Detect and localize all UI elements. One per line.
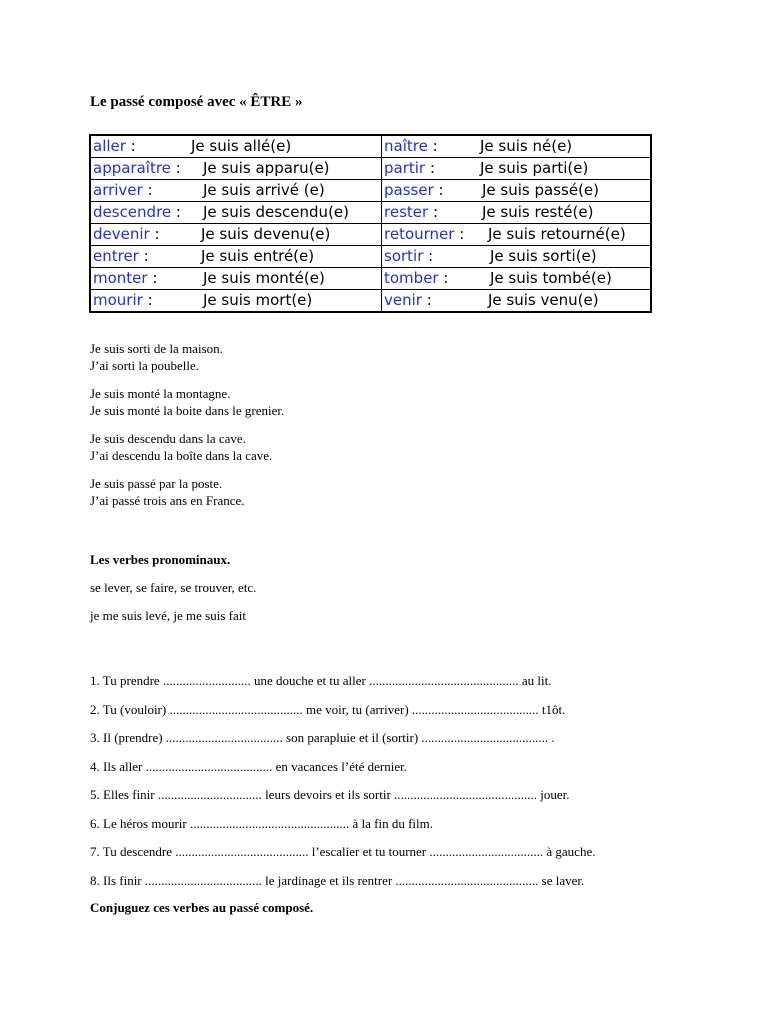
verb-cell <box>90 290 382 313</box>
verb-conjugation: Je suis resté(e) <box>482 203 594 221</box>
verb-cell <box>382 158 652 180</box>
verb-infinitive: partir <box>384 159 426 177</box>
verb-cell <box>382 224 652 246</box>
verb-cell <box>382 246 652 268</box>
verb-conjugation: Je suis arrivé (e) <box>203 181 325 199</box>
verb-conjugation: Je suis apparu(e) <box>203 159 330 177</box>
verb-conjugation: Je suis descendu(e) <box>203 203 350 221</box>
verb-colon: : <box>454 225 465 243</box>
verb-conjugation: Je suis passé(e) <box>482 181 599 199</box>
example-line: Je suis sorti de la maison. <box>90 341 223 356</box>
page-title: Le passé composé avec « ÊTRE » <box>90 94 303 110</box>
verb-cell <box>90 224 382 246</box>
example-pair <box>90 385 284 419</box>
verb-row <box>90 268 651 290</box>
exercise-item: 5. Elles finir ................................ leurs devoirs et ils sortir ............................................ jouer. <box>90 787 570 802</box>
verb-cell <box>90 158 382 180</box>
verb-infinitive: sortir <box>384 247 424 265</box>
verb-conjugation: Je suis sorti(e) <box>490 247 597 265</box>
verb-cell <box>382 268 652 290</box>
verb-table <box>89 134 652 313</box>
verb-infinitive: aller <box>93 137 126 155</box>
exercise-item: 8. Ils finir .................................... le jardinage et ils rentrer ............................................ se laver. <box>90 872 585 888</box>
verb-colon: : <box>421 291 432 309</box>
verb-colon: : <box>125 137 136 155</box>
verb-infinitive: venir <box>384 291 422 309</box>
verb-cell <box>90 268 382 290</box>
verb-row <box>90 246 651 268</box>
verb-colon: : <box>147 269 158 287</box>
verb-colon: : <box>425 159 435 177</box>
verb-conjugation: Je suis né(e) <box>480 137 573 155</box>
example-line: J’ai sorti la poubelle. <box>90 358 200 373</box>
verb-conjugation: Je suis tombé(e) <box>490 269 612 287</box>
verb-colon: : <box>171 203 181 221</box>
verb-cell <box>90 202 382 224</box>
example-pair <box>90 430 284 464</box>
example-line: J’ai descendu la boîte dans la cave. <box>90 448 273 463</box>
verb-infinitive: retourner <box>384 225 455 243</box>
verb-colon: : <box>433 181 444 199</box>
verb-conjugation: Je suis devenu(e) <box>201 225 331 243</box>
verb-conjugation: Je suis monté(e) <box>203 269 325 287</box>
verb-cell <box>382 290 652 313</box>
verb-conjugation: Je suis parti(e) <box>480 159 589 177</box>
example-pair <box>90 475 284 509</box>
verb-infinitive: monter <box>93 269 148 287</box>
verb-infinitive: naître <box>384 137 428 155</box>
verb-row <box>90 135 651 158</box>
exercise-item: 3. Il (prendre) .................................... son parapluie et il (sortir) ....................................... . <box>90 730 555 745</box>
example-pair <box>90 340 284 374</box>
verb-row <box>90 158 651 180</box>
verb-cell <box>382 202 652 224</box>
example-line: Je suis monté la boite dans le grenier. <box>90 403 285 418</box>
exercise-item: 6. Le héros mourir ................................................. à la fin du film. <box>90 815 434 831</box>
verb-conjugation: Je suis mort(e) <box>203 291 313 309</box>
verb-infinitive: tomber <box>384 269 439 287</box>
verb-infinitive: entrer <box>93 247 139 265</box>
verb-infinitive: apparaître <box>93 159 171 177</box>
pronominal-conjugated: je me suis levé, je me suis fait <box>90 608 246 623</box>
verb-colon: : <box>138 247 149 265</box>
exercise-item: 4. Ils aller ....................................... en vacances l’été dernier. <box>90 758 407 774</box>
verb-colon: : <box>142 291 153 309</box>
exercise-list <box>90 672 595 900</box>
verb-colon: : <box>438 269 449 287</box>
pronominal-examples: se lever, se faire, se trouver, etc. <box>90 580 257 595</box>
verb-cell <box>90 180 382 202</box>
verb-cell <box>382 135 652 158</box>
verb-infinitive: descendre <box>93 203 172 221</box>
verb-cell <box>90 246 382 268</box>
examples-section <box>90 340 284 520</box>
verb-colon: : <box>427 137 438 155</box>
verb-cell <box>382 180 652 202</box>
verb-conjugation: Je suis allé(e) <box>191 137 292 155</box>
example-line: Je suis passé par la poste. <box>90 476 223 491</box>
verb-colon: : <box>149 225 160 243</box>
verb-colon: : <box>428 203 438 221</box>
verb-conjugation: Je suis venu(e) <box>488 291 599 309</box>
verb-infinitive: rester <box>384 203 429 221</box>
verb-infinitive: mourir <box>93 291 143 309</box>
verb-colon: : <box>170 159 181 177</box>
verb-colon: : <box>142 181 153 199</box>
verb-colon: : <box>423 247 434 265</box>
example-line: Je suis monté la montagne. <box>90 386 231 401</box>
verb-conjugation: Je suis retourné(e) <box>488 225 626 243</box>
verb-infinitive: arriver <box>93 181 143 199</box>
exercise-item: 1. Tu prendre ........................... une douche et tu aller .............................................. au lit. <box>90 673 552 688</box>
exercise-item: 2. Tu (vouloir) ......................................... me voir, tu (arriver) ....................................... t1ôt. <box>90 701 566 717</box>
example-line: Je suis descendu dans la cave. <box>90 431 246 446</box>
instruction-text: Conjuguez ces verbes au passé composé. <box>90 900 314 915</box>
verb-row <box>90 290 651 313</box>
verb-row <box>90 202 651 224</box>
verb-row <box>90 180 651 202</box>
verb-row <box>90 224 651 246</box>
pronominal-heading: Les verbes pronominaux. <box>90 552 231 567</box>
verb-infinitive: devenir <box>93 225 150 243</box>
verb-cell <box>90 135 382 158</box>
example-line: J’ai passé trois ans en France. <box>90 493 245 508</box>
exercise-item: 7. Tu descendre ......................................... l’escalier et tu tourner ................................... à gauche. <box>90 844 596 859</box>
verb-infinitive: passer <box>384 181 434 199</box>
verb-conjugation: Je suis entré(e) <box>201 247 315 265</box>
